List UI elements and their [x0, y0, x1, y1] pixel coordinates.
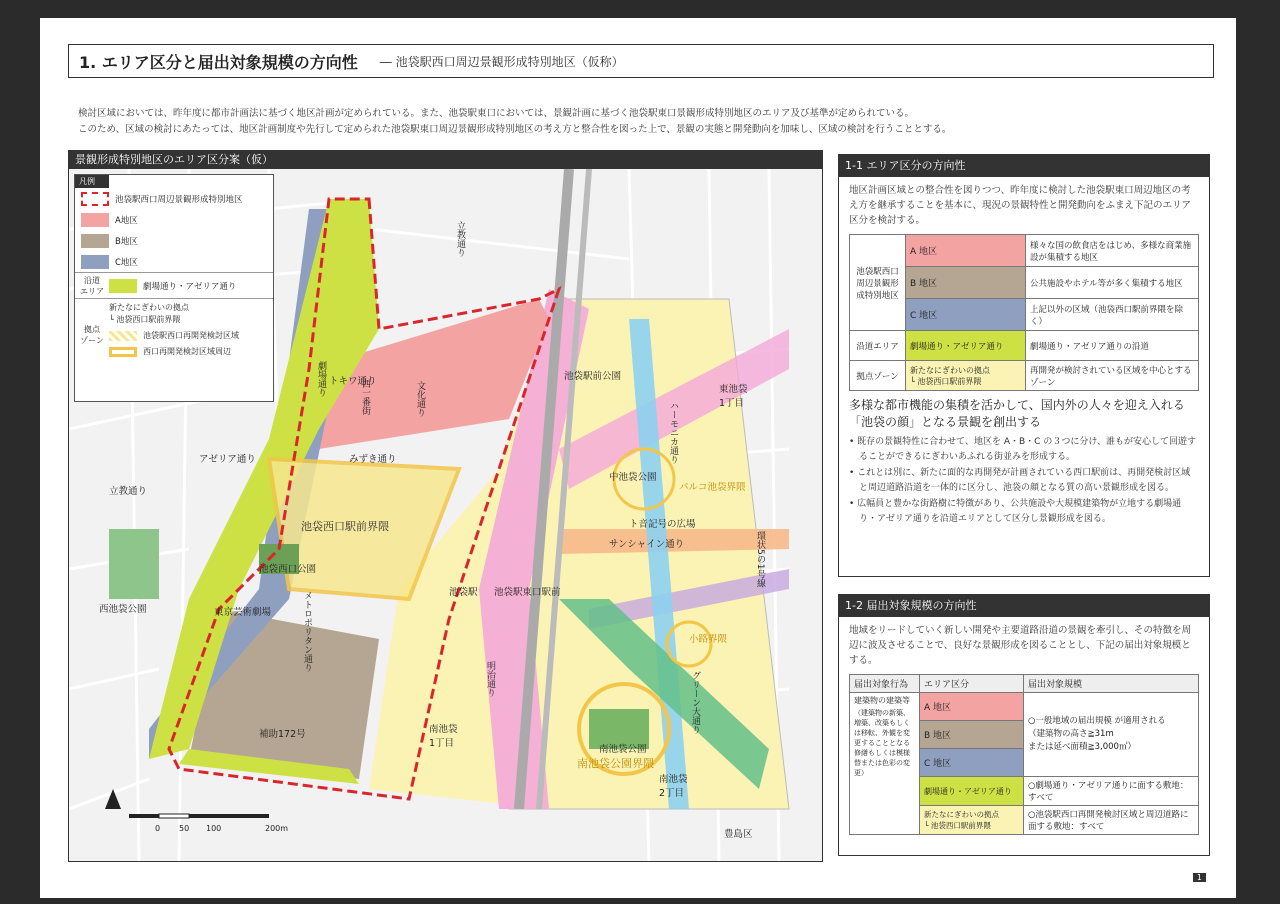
- label-green: グリーン大通り: [690, 671, 700, 734]
- scale-200: 200m: [265, 824, 289, 833]
- label-mizuki: みずき通り: [349, 454, 397, 465]
- section2-title: 1-2 届出対象規模の方向性: [839, 595, 1209, 617]
- label-naka: 中池袋公園: [609, 472, 657, 483]
- section2-text: 地域をリードしていく新しい開発や主要道路沿道の景観を牽引し、その特徴を周辺に波及させることで、良好な景観形成を図ることとし、下記の届出対象規模とする。: [849, 625, 1192, 666]
- label-minami-kaiwai: 南池袋公園界隈: [577, 757, 654, 770]
- legend-title: 凡例: [75, 175, 109, 188]
- bullet-1: • 既存の景観特性に合わせて、地区を A・B・C の３つに分け、誰もが安心して回遊することができるにぎわいあふれる街並みを形成する。: [849, 437, 1196, 462]
- label-meiji: 明治通り: [485, 661, 495, 697]
- label-bunka: 文化通り: [415, 381, 425, 417]
- section1-table: 池袋駅西口周辺景観形成特別地区 A 地区 様々な国の飲食店をはじめ、多様な商業施設が集積する地区 B 地区 公共施設やホテル等が多く集積する地区 C 地区 上記以外の区域（池袋西口駅前界隈を除く） 沿道エリア 劇場通り・アゼリア通り 劇場通り・アゼリア通りの沿道 拠点ゾーン 新たなにぎわいの拠点 └ 池袋西口駅前界隈 再開発が検討されている区域を中心とするゾーン: [849, 234, 1199, 391]
- label-tokiwa: トキワ通り: [329, 376, 377, 387]
- label-sunshine: サンシャイン通り: [609, 539, 685, 550]
- page-number: 1: [1193, 873, 1206, 882]
- legend-c: C地区: [75, 251, 273, 272]
- label-tokyu: ト音記号の広場: [629, 519, 696, 530]
- label-komichi: 小路界隈: [689, 634, 728, 645]
- label-minami1: 南池袋 1丁目: [429, 724, 458, 749]
- label-toshima: 豊島区: [724, 829, 753, 840]
- bullet-2: • これとは別に、新たに面的な再開発が計画されている西口駅前は、再開発検討区域と周辺道路沿道を一体的に区分し、池袋の顔となる質の高い景観形成を図る。: [849, 468, 1191, 493]
- map-legend: [74, 174, 274, 402]
- map-title: 景観形成特別地区のエリア区分案（仮）: [69, 151, 822, 169]
- legend-a: A地区: [75, 209, 273, 230]
- scale-100: 100: [206, 824, 222, 833]
- label-higashi1: 東池袋 1丁目: [719, 384, 748, 409]
- section-area-division: [838, 154, 1210, 577]
- label-rikkyo-v: 立教通り: [455, 221, 465, 257]
- label-higashi-park: 池袋駅前公園: [564, 371, 622, 382]
- act-title: 建築物の建築等: [854, 696, 910, 705]
- title-bar: [68, 44, 1214, 78]
- label-higashiguchi: 池袋駅東口駅前: [494, 587, 561, 598]
- label-nishiguchi-park: 池袋西口公園: [259, 564, 317, 575]
- label-parco: パルコ池袋界隈: [679, 482, 746, 493]
- legend-road: 沿道 エリア 劇場通り・アゼリア通り: [75, 272, 273, 298]
- label-nishiguchi-kaiwai: 池袋西口駅前界隈: [301, 520, 389, 533]
- label-gekijo: 劇場通り: [316, 361, 326, 397]
- page-subtitle: ― 池袋駅西口周辺景観形成特別地区（仮称）: [379, 54, 624, 69]
- section2-table: 届出対象行為 エリア区分 届出対象規模 建築物の建築等 （建築物の新築、増築、改築もしくは移転、外観を変更することとなる修繕もしくは模様替または色彩の変更） A 地区 ○一般地域の届出規模 が適用される （建築物の高さ≧31m または延べ面積≧3,000㎡） B 地区 C 地区 劇場通り・アゼリア通り ○劇場通り・アゼリア通りに面する敷地：すべて 新たなにぎわいの拠点 └ 池袋西口駅前界隈 ○池袋駅西口再開発検討区域と周辺道路に面する敷地：すべて: [849, 674, 1199, 835]
- legend-base: 拠点 ゾーン 新たなにぎわいの拠点 └ 池袋西口駅前界隈 池袋駅西口再開発検討区域 西口再開発検討区域周辺: [75, 298, 273, 370]
- map-park-west: [109, 529, 159, 599]
- label-minami-park: 南池袋公園: [599, 744, 647, 755]
- label-hojo: 補助172号: [259, 729, 306, 740]
- label-minami2: 南池袋 2丁目: [659, 774, 688, 799]
- section1-headline: 多様な都市機能の集積を活かして、国内外の人々を迎え入れる 「池袋の顔」となる景観を創出する: [849, 398, 1185, 429]
- section1-title: 1-1 エリア区分の方向性: [839, 155, 1209, 177]
- next-page-edge: [0, 904, 1280, 916]
- label-metro: メトロポリタン通り: [302, 591, 312, 672]
- section1-text: 地区計画区域との整合性を図りつつ、昨年度に検討した池袋駅東口周辺地区の考え方を継承することを基本に、現況の景観特性と開発動向をふまえ下記のエリア区分を検討する。: [849, 185, 1192, 226]
- label-rikkyo: 立教通り: [109, 486, 148, 497]
- legend-boundary: 池袋駅西口周辺景観形成特別地区: [75, 188, 273, 209]
- section-notification-scale: [838, 594, 1210, 856]
- scale-50: 50: [179, 824, 190, 833]
- page-title: 1. エリア区分と届出対象規模の方向性: [79, 52, 358, 72]
- intro-line-2: このため、区域の検討にあたっては、地区計画制度や先行して定められた池袋駅東口周辺景観形成特別地区の考え方と整合性を図った上で、景観の実態と開発動向を加味し、区域の検討を行うこととする。: [78, 124, 952, 135]
- label-nishi-park: 西池袋公園: [99, 604, 147, 615]
- legend-b: B地区: [75, 230, 273, 251]
- label-ikebukuro-station: 池袋駅: [449, 587, 478, 598]
- intro-text: [78, 106, 1218, 138]
- scale-0: 0: [155, 824, 161, 833]
- label-kanjo: 環状5の1号線: [755, 531, 765, 588]
- label-geijutsu: 東京芸術劇場: [214, 607, 272, 618]
- intro-line-1: 検討区域においては、昨年度に都市計画法に基づく地区計画が定められている。また、池袋駅東口においては、景観計画に基づく池袋駅東口景観形成特別地区のエリア及び基準が定められている。: [78, 108, 915, 119]
- section1-bullets: [839, 431, 1209, 527]
- act-note: （建築物の新築、増築、改築もしくは移転、外観を変更することとなる修繕もしくは模様替または色彩の変更）: [854, 709, 910, 777]
- bullet-3: • 広幅員と豊かな街路樹に特徴があり、公共施設や大規模建築物が立地する劇場通り・アゼリア通りを沿道エリアとして区分し景観形成を図る。: [849, 499, 1182, 524]
- label-nishi-shotengai: 西一番街: [360, 379, 370, 415]
- label-azelia: アゼリア通り: [199, 454, 256, 465]
- document-page: [40, 18, 1236, 898]
- label-harmony: ハーモニカ通り: [668, 401, 678, 464]
